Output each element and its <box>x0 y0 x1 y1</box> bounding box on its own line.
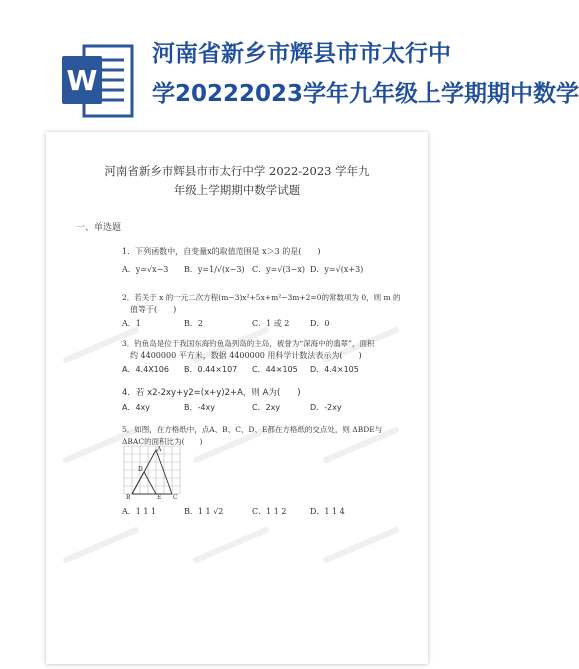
q5-option-b: B．1 1 √2 <box>184 507 224 516</box>
q3-option-d: D．4.4×105 <box>310 365 359 374</box>
watermark-pattern <box>46 300 428 660</box>
q2-option-b: B．2 <box>184 319 203 328</box>
point-e-label: E <box>157 494 162 501</box>
point-d-label: D <box>138 466 143 473</box>
q5-option-d: D．1 1 4 <box>310 507 345 516</box>
q4-option-b: B．-4xy <box>184 403 215 412</box>
q2-option-c: C．1 或 2 <box>252 319 290 328</box>
point-b-label: B <box>126 494 131 501</box>
section-heading: 一、单选题 <box>76 223 122 233</box>
q4-option-a: A．4xy <box>122 403 151 412</box>
q1-option-d: D．y=√(x+3) <box>310 265 364 274</box>
question-5: 5．如图，在方格纸中，点A、B、C、D、E都在方格纸的交点处，则 ΔBDE与 <box>122 425 383 434</box>
svg-text:W: W <box>66 64 98 97</box>
q4-option-d: D．-2xy <box>310 403 342 412</box>
question-5-cont: ΔBAC的面积比为( ) <box>122 437 203 446</box>
point-c-label: C <box>173 494 178 501</box>
q2-option-d: D．0 <box>310 319 330 328</box>
q3-option-b: B．0.44×107 <box>184 365 238 374</box>
header-banner <box>0 0 579 130</box>
paper-title-line-2: 年级上学期期中数学试题 <box>173 183 301 197</box>
word-doc-icon <box>62 42 134 122</box>
question-1: 1．下列函数中，自变量x的取值范围是 x＞3 的是( ) <box>122 247 321 256</box>
q3-option-c: C．44×105 <box>252 365 298 374</box>
q3-option-a: A．4.4X106 <box>122 365 169 374</box>
document-title <box>152 34 579 114</box>
question-2-cont: 值等于( ) <box>130 305 177 314</box>
q1-option-b: B．y=1/√(x−3) <box>184 265 245 274</box>
question-4: 4．若 x2-2xy+y2=(x+y)2+A，则 A为( ) <box>122 388 301 398</box>
q5-option-a: A．1 1 1 <box>122 507 157 516</box>
q2-option-a: A．1 <box>122 319 141 328</box>
title-line-2: 学20222023学年九年级上学期期中数学 <box>152 81 579 107</box>
question-3: 3．钓鱼岛是位于我国东海钓鱼岛列岛的主岛，被誉为“深海中的翡翠”，面积 <box>122 339 375 348</box>
question-3-cont: 约 4400000 平方米，数据 4400000 用科学计数法表示为( ) <box>130 351 362 360</box>
question-2: 2．若关于 x 的一元二次方程(m−3)x²+5x+m²−3m+2=0的常数项为 0，则 m 的 <box>122 293 401 302</box>
q1-option-c: C．y=√(3−x) <box>252 265 305 274</box>
paper-title <box>66 162 408 200</box>
q1-option-a: A．y=√x−3 <box>122 265 169 274</box>
q4-option-c: C．2xy <box>252 403 281 412</box>
title-line-1: 河南省新乡市辉县市市太行中 <box>152 41 451 67</box>
point-a-label: A <box>157 446 162 453</box>
paper-title-line-1: 河南省新乡市辉县市市太行中学 2022-2023 学年九 <box>104 164 370 178</box>
q5-option-c: C．1 1 2 <box>252 507 287 516</box>
